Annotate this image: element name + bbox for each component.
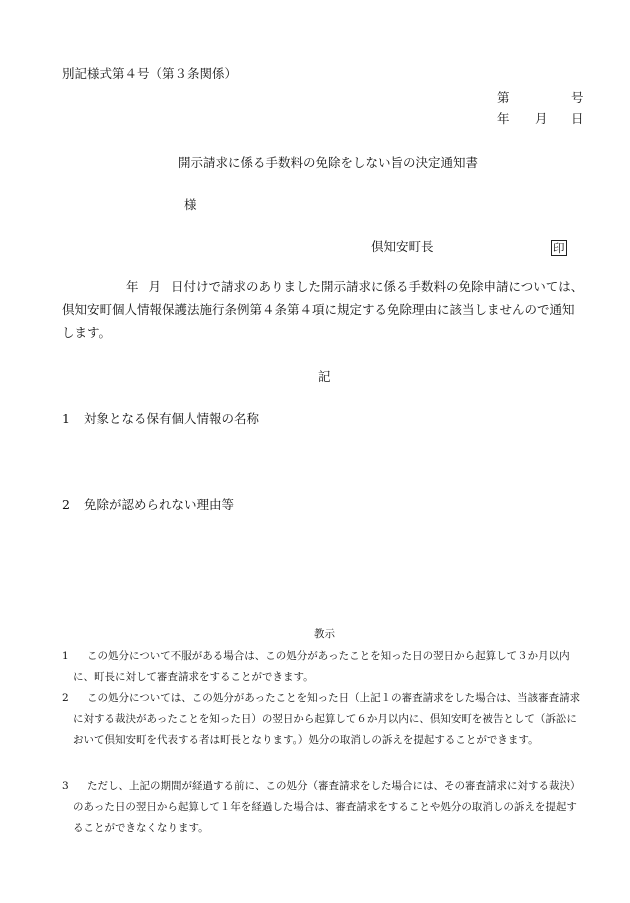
kyoji-title: 教示 bbox=[314, 628, 335, 640]
body-date-month: 月 bbox=[148, 279, 162, 294]
item-1-label: 対象となる保有個人情報の名称 bbox=[83, 411, 259, 426]
body-paragraph bbox=[62, 275, 584, 344]
kyoji-item-2-text: この処分については、この処分があったことを知った日（上記１の審査請求をした場合は、当該審査請求に対する裁決があったことを知った日）の翌日から起算して６か月以内に、倶知安町を被告として（訴訟において倶知安町を代表する者は町長となります。）処分の取消しの訴えを提起することができます。 bbox=[73, 692, 581, 746]
kyoji-item-1 bbox=[62, 646, 582, 688]
date-month: 月 bbox=[535, 111, 548, 126]
kyoji-item-2 bbox=[62, 688, 582, 751]
item-2 bbox=[62, 497, 234, 513]
date-day: 日 bbox=[571, 111, 584, 126]
kyoji-item-3-text: ただし、上記の期間が経過する前に、この処分（審査請求をした場合には、その審査請求に対する裁決）のあった日の翌日から起算して１年を経過した場合は、審査請求をすることや処分の取消しの訴えを提起することができなくなります。 bbox=[73, 780, 581, 834]
form-header: 別記様式第４号（第３条関係） bbox=[62, 66, 238, 81]
addressee-suffix: 様 bbox=[184, 197, 197, 212]
kyoji-item-1-text: この処分について不服がある場合は、この処分があったことを知った日の翌日から起算して３か月以内に、町長に対して審査請求をすることができます。 bbox=[73, 650, 570, 683]
ki-heading: 記 bbox=[318, 369, 331, 384]
body-date-year: 年 bbox=[126, 279, 139, 294]
body-text: 日付けで請求のありました開示請求に係る手数料の免除申請については、倶知安町個人情報保護法施行条例第４条第４項に規定する免除理由に該当しませんので通知します。 bbox=[62, 279, 584, 340]
kyoji-item-3 bbox=[62, 776, 582, 839]
item-1-number: 1 bbox=[62, 411, 70, 426]
seal-stamp bbox=[551, 237, 567, 256]
date-year: 年 bbox=[497, 111, 510, 126]
document-title: 開示請求に係る手数料の免除をしない旨の決定通知書 bbox=[178, 155, 479, 170]
item-2-label: 免除が認められない理由等 bbox=[83, 497, 234, 512]
doc-number-prefix: 第 bbox=[497, 90, 510, 105]
kyoji-item-1-number: 1 bbox=[62, 650, 69, 662]
seal-label: 印 bbox=[553, 241, 565, 255]
doc-number-suffix: 号 bbox=[571, 90, 584, 105]
kyoji-item-2-number: 2 bbox=[62, 692, 69, 704]
item-2-number: 2 bbox=[62, 497, 70, 512]
item-1 bbox=[62, 411, 259, 427]
issuer-name: 倶知安町長 bbox=[371, 239, 434, 254]
kyoji-item-3-number: 3 bbox=[62, 780, 69, 792]
